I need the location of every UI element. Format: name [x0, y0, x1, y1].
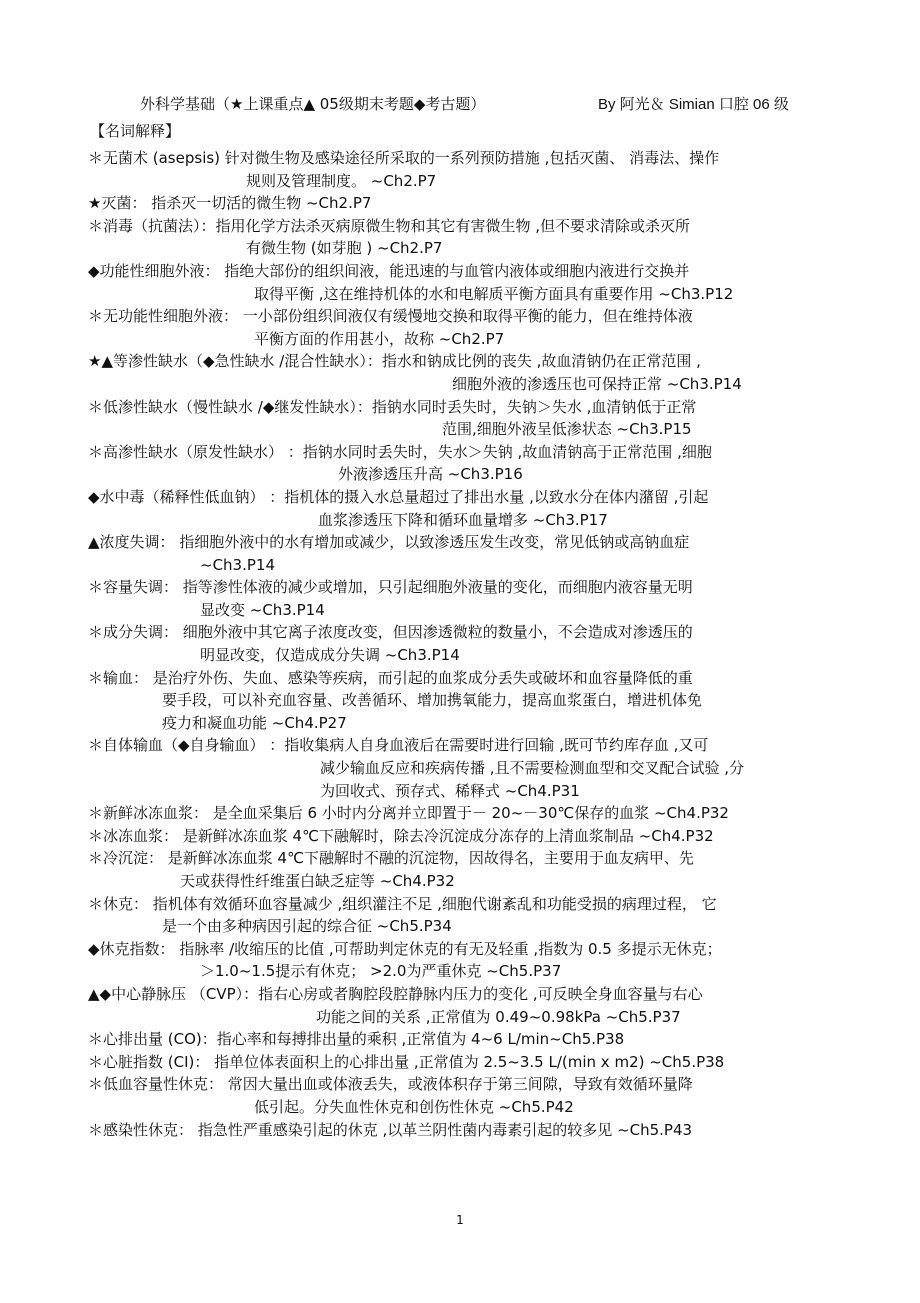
term-definition: ＊自体输血（◆自身输血） ：指收集病人自身血液后在需要时进行回输 ,既可节约库存血 ,又可	[88, 736, 709, 755]
term-definition: ▲浓度失调： 指细胞外液中的水有增加或减少，以致渗透压发生改变，常见低钠或高钠血症	[88, 533, 690, 552]
term-definition: ＊成分失调： 细胞外液中其它离子浓度改变，但因渗透微粒的数量小，不会造成对渗透压的	[88, 623, 693, 642]
term-definition: ◆功能性细胞外液： 指绝大部份的组织间液，能迅速的与血管内液体或细胞内液进行交换并	[88, 261, 690, 280]
term-entry	[88, 734, 833, 802]
term-entry	[88, 1119, 833, 1142]
term-definition: ＊无功能性细胞外液： 一小部份组织间液仅有缓慢地交换和取得平衡的能力，但在维持体液	[88, 307, 693, 326]
term-definition: ＊低渗性缺水（慢性缺水 /◆继发性缺水）：指钠水同时丢失时，失钠＞失水 ,血清钠低于正常	[88, 397, 697, 416]
term-entry	[88, 667, 833, 735]
term-entry	[88, 1073, 833, 1118]
term-definition-continued: ＞1.0~1.5提示有休克； >2.0为严重休克 ~Ch5.P37	[200, 962, 562, 981]
term-entry	[88, 576, 833, 621]
term-entry	[88, 350, 833, 395]
term-definition-continued: 平衡方面的作用甚小，故称 ~Ch2.P7	[254, 329, 505, 348]
term-definition: ＊消毒（抗菌法）：指用化学方法杀灭病原微生物和其它有害微生物 ,但不要求清除或杀灭所	[88, 216, 691, 235]
term-definition-continued: 明显改变，仅造成成分失调 ~Ch3.P14	[200, 646, 460, 665]
term-definition-continued: 为回收式、预存式、稀释式 ~Ch4.P31	[320, 781, 580, 800]
term-definition: ＊高渗性缺水（原发性缺水） ：指钠水同时丢失时，失水＞失钠 ,故血清钠高于正常范围 ,细胞	[88, 442, 712, 461]
term-entry	[88, 1051, 833, 1074]
term-definition-continued: 功能之间的关系 ,正常值为 0.49~0.98kPa ~Ch5.P37	[316, 1007, 681, 1026]
term-definition: ★灭菌： 指杀灭一切活的微生物 ~Ch2.P7	[88, 194, 372, 213]
term-entry	[88, 983, 833, 1028]
term-entry	[88, 531, 833, 576]
term-definition-continued: 范围,细胞外液呈低渗状态 ~Ch3.P15	[442, 420, 692, 439]
term-definition-continued: 有微生物 (如芽胞 ) ~Ch2.P7	[246, 239, 443, 258]
term-definition-continued: 细胞外液的渗透压也可保持正常 ~Ch3.P14	[452, 374, 742, 393]
document-header	[140, 93, 860, 114]
term-entry	[88, 802, 833, 825]
term-definition-continued: 血浆渗透压下降和循环血量增多 ~Ch3.P17	[318, 510, 608, 529]
term-definition-continued: 减少输血反应和疾病传播 ,且不需要检测血型和交叉配合试验 ,分	[320, 759, 745, 778]
term-entry	[88, 192, 833, 215]
section-title: 【名词解释】	[90, 122, 181, 140]
term-entry	[88, 938, 833, 983]
term-definition: ＊容量失调： 指等渗性体液的减少或增加，只引起细胞外液量的变化，而细胞内液容量无明	[88, 578, 693, 597]
term-definition: ＊新鲜冰冻血浆： 是全血采集后 6 小时内分离并立即置于－ 20~－30℃保存的血浆 ~Ch4.P32	[88, 804, 729, 823]
author-line: By 阿光＆ Simian 口腔 06 级	[598, 96, 789, 113]
term-entry	[88, 396, 833, 441]
term-entry	[88, 1028, 833, 1051]
term-definition: ＊感染性休克： 指急性严重感染引起的休克 ,以革兰阴性菌内毒素引起的较多见 ~Ch5.P43	[88, 1120, 693, 1139]
term-definition: ▲◆中心静脉压 （CVP）：指右心房或者胸腔段腔静脉内压力的变化 ,可反映全身血容量与右心	[88, 984, 703, 1003]
term-entry	[88, 305, 833, 350]
term-definition: ＊心排出量 (CO)：指心率和每搏排出量的乘积 ,正常值为 4~6 L/min~Ch5.P38	[88, 1030, 625, 1049]
term-entry	[88, 260, 833, 305]
term-entry	[88, 847, 833, 892]
term-definition: ＊休克： 指机体有效循环血容量减少 ,组织灌注不足 ,细胞代谢紊乱和功能受损的病理过程， 它	[88, 894, 717, 913]
term-definition-continued: 疫力和凝血功能 ~Ch4.P27	[162, 713, 347, 732]
term-entry	[88, 215, 833, 260]
term-definition: ★▲等渗性缺水（◆急性缺水 /混合性缺水）：指水和钠成比例的丧失 ,故血清钠仍在正常范围 ,	[88, 352, 701, 371]
term-definition-continued: 规则及管理制度。 ~Ch2.P7	[246, 171, 437, 190]
term-definition: ＊冰冻血浆： 是新鲜冰冻血浆 4℃下融解时，除去冷沉淀成分冻存的上清血浆制品 ~Ch4.P32	[88, 826, 714, 845]
term-definition: ＊无菌术 (asepsis) 针对微生物及感染途径所采取的一系列预防措施 ,包括灭菌、 消毒法、操作	[88, 149, 720, 167]
term-entry	[88, 486, 833, 531]
term-definition-continued: 显改变 ~Ch3.P14	[200, 600, 325, 619]
document-title: 外科学基础（★上课重点▲ 05级期末考题◆考古题）	[140, 95, 486, 113]
term-entry	[88, 893, 833, 938]
term-entry	[88, 825, 833, 848]
term-entry	[88, 441, 833, 486]
term-definition: ＊低血容量性休克： 常因大量出血或体液丢失，或液体积存于第三间隙，导致有效循环量降	[88, 1075, 693, 1094]
term-definition-continued: 是一个由多种病因引起的综合征 ~Ch5.P34	[162, 917, 452, 936]
term-definition-continued: 低引起。分失血性休克和创伤性休克 ~Ch5.P42	[254, 1097, 574, 1116]
term-definition-continued: 取得平衡 ,这在维持机体的水和电解质平衡方面具有重要作用 ~Ch3.P12	[254, 284, 734, 303]
term-definition-continued: 要手段，可以补充血容量、改善循环、增加携氧能力，提高血浆蛋白，增进机体免	[162, 691, 703, 710]
term-definition: ◆水中毒（稀释性低血钠） ：指机体的摄入水总量超过了排出水量 ,以致水分在体内潴留 ,引起	[88, 487, 709, 506]
term-entry	[88, 147, 833, 192]
term-list	[88, 147, 833, 1141]
page-number: 1	[456, 1213, 464, 1227]
term-definition-continued: 外液渗透压升高 ~Ch3.P16	[338, 465, 523, 484]
term-definition-continued: 天或获得性纤维蛋白缺乏症等 ~Ch4.P32	[180, 872, 455, 890]
term-definition: ＊输血： 是治疗外伤、失血、感染等疾病，而引起的血浆成分丢失或破坏和血容量降低的重	[88, 668, 693, 687]
term-definition: ◆休克指数： 指脉率 /收缩压的比值 ,可帮助判定休克的有无及轻重 ,指数为 0.5 多提示无休克；	[88, 939, 722, 958]
term-definition-continued: ~Ch3.P14	[200, 555, 275, 574]
term-definition: ＊冷沉淀： 是新鲜冰冻血浆 4℃下融解时不融的沉淀物，因故得名，主要用于血友病甲、先	[88, 849, 694, 868]
term-definition: ＊心脏指数 (CI)： 指单位体表面积上的心排出量 ,正常值为 2.5~3.5 L/(min x m2) ~Ch5.P38	[88, 1052, 725, 1071]
term-entry	[88, 621, 833, 666]
